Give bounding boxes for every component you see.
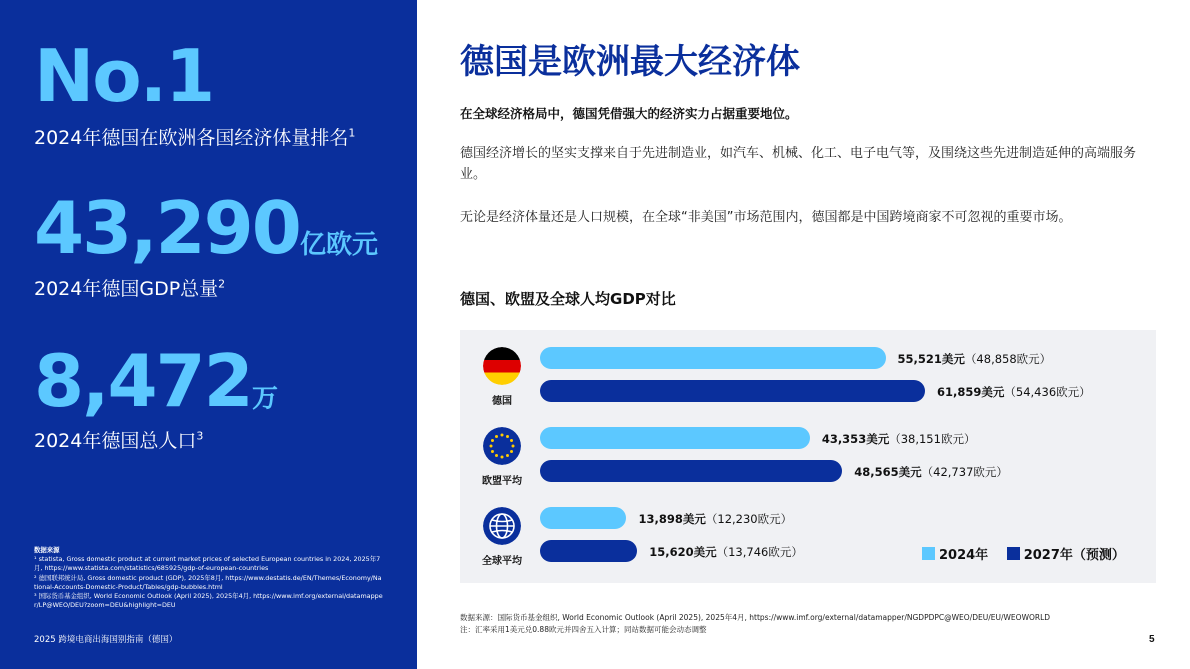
bar-0-1 — [540, 380, 925, 402]
bar-label-0-1 — [937, 384, 1091, 400]
chart-title: 德国、欧盟及全球人均GDP对比 — [460, 290, 676, 308]
gdp-value: 43,290 — [34, 186, 300, 270]
bar-usd-label-1-1: 48,565美元 — [854, 465, 922, 479]
bar-1-0 — [540, 427, 810, 449]
population-value: 8,472 — [34, 339, 252, 423]
rank-note: 1 — [348, 126, 356, 140]
bar-2-0 — [540, 507, 626, 529]
globe-icon — [483, 507, 521, 545]
gdp-note: 2 — [218, 277, 226, 291]
bar-eur-label-0-1: （54,436欧元） — [1004, 385, 1091, 399]
legend-label-2027: 2027年（预测） — [1023, 548, 1125, 563]
rank-value: No.1 — [34, 34, 214, 118]
source-2: ² 德国联邦统计局, Gross domestic product (GDP), 2025年8月, https://www.destatis.de/EN/Themes/Economy/National-Accounts-Domestic-Product/Tables/gdp-bubbles.html — [34, 573, 382, 591]
bar-label-0-0 — [898, 351, 1052, 367]
category-label-1: 欧盟平均 — [482, 476, 522, 487]
bar-1-1 — [540, 460, 842, 482]
gdp-label — [34, 274, 225, 301]
bar-usd-label-2-1: 15,620美元 — [649, 545, 717, 559]
bar-eur-label-2-0: （12,230欧元） — [705, 512, 793, 526]
bar-eur-label-2-1: （13,746欧元） — [716, 545, 803, 559]
paragraph-2: 无论是经济体量还是人口规模，在全球“非美国”市场范围内，德国都是中国跨境商家不可忽视的重要市场。 — [460, 210, 1072, 225]
category-label-2: 全球平均 — [482, 556, 522, 567]
rank-label-text: 2024年德国在欧洲各国经济体量排名 — [34, 127, 349, 149]
population-label-text: 2024年德国总人口 — [34, 430, 197, 452]
source-3: ³ 国际货币基金组织, World Economic Outlook (April 2025), 2025年4月, https://www.imf.org/external/datamapper/LP@WEO/DEU?zoom=DEU&highlight=DEU — [34, 592, 383, 610]
population-note: 3 — [196, 429, 204, 443]
chart-legend — [922, 544, 1125, 563]
bar-usd-label-2-0: 13,898美元 — [638, 512, 706, 526]
source-1: ¹ statista, Gross domestic product at current market prices of selected European countries in 2024, 2025年7月, https://www.statista.com/statistics/685925/gdp-of-european-countries — [34, 555, 381, 573]
sources-title: 数据来源 — [34, 546, 60, 554]
rank-label — [34, 123, 355, 150]
bar-0-0 — [540, 347, 886, 369]
page-number: 5 — [1149, 634, 1155, 645]
bar-label-1-1 — [854, 464, 1008, 480]
bar-usd-label-0-0: 55,521美元 — [897, 352, 965, 366]
eu-flag-icon — [483, 427, 521, 465]
bar-usd-label-1-0: 43,353美元 — [821, 432, 890, 446]
page-title: 德国是欧洲最大经济体 — [460, 42, 800, 82]
population-label — [34, 426, 203, 453]
bar-eur-label-1-1: （42,737欧元） — [921, 465, 1008, 479]
germany-flag-icon — [483, 347, 521, 385]
chart-panel — [460, 330, 1156, 583]
paragraph-1: 德国经济增长的坚实支撑来自于先进制造业，如汽车、机械、化工、电子电气等，及围绕这些先进制造延伸的高端服务业。 — [460, 146, 1137, 182]
bar-label-1-0 — [822, 431, 976, 447]
bar-usd-label-0-1: 61,859美元 — [937, 385, 1005, 399]
chart-source — [460, 612, 1050, 636]
legend-swatch-2027 — [1007, 547, 1020, 560]
gdp-unit: 亿欧元 — [300, 230, 379, 260]
bar-label-2-0 — [638, 511, 792, 527]
population-unit: 万 — [252, 384, 279, 414]
bar-eur-label-1-0: （38,151欧元） — [889, 432, 976, 446]
lead-text: 在全球经济格局中，德国凭借强大的经济实力占据重要地位。 — [460, 106, 798, 121]
gdp-label-text: 2024年德国GDP总量 — [34, 278, 219, 300]
bar-label-2-1 — [649, 544, 803, 560]
bar-eur-label-0-0: （48,858欧元） — [964, 352, 1052, 366]
left-panel — [0, 0, 417, 669]
category-label-0: 德国 — [492, 396, 512, 407]
chart-source-line-1: 数据来源：国际货币基金组织, World Economic Outlook (April 2025), 2025年4月, https://www.imf.org/external/datamapper/NGDPDPC@WEO/DEU/EU/WEOWORLD — [460, 613, 1051, 622]
left-sources — [34, 546, 384, 610]
chart-source-line-2: 注：汇率采用1美元兑0.88欧元并四舍五入计算；同站数据可能会动态调整 — [460, 625, 707, 634]
legend-label-2024: 2024年 — [939, 548, 989, 563]
bar-2-1 — [540, 540, 637, 562]
guide-footer: 2025 跨境电商出海国别指南（德国） — [34, 635, 178, 645]
legend-swatch-2024 — [922, 547, 935, 560]
